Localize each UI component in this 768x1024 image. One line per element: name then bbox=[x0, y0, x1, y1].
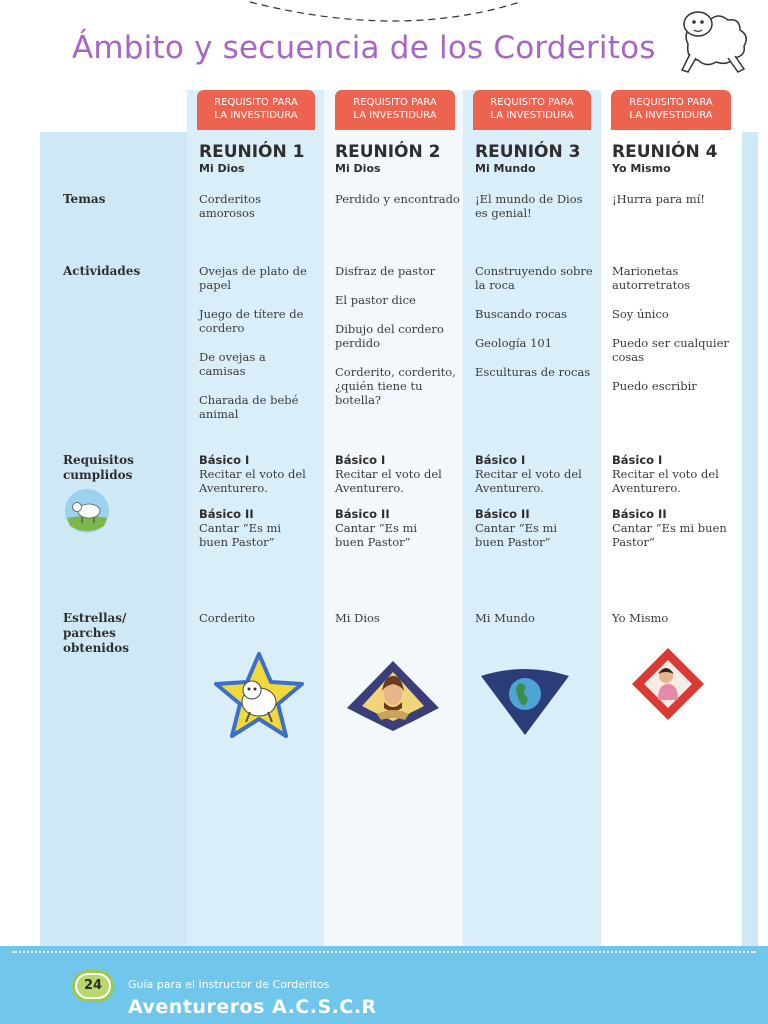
patch-name: Mi Dios bbox=[335, 611, 380, 625]
lamb-badge-icon bbox=[64, 488, 110, 534]
footer-brand: Aventureros A.C.S.C.R bbox=[128, 996, 377, 1018]
meeting-title: REUNIÓN 1 bbox=[199, 142, 305, 162]
tema-cell: ¡Hurra para mí! bbox=[612, 192, 705, 206]
meeting-subtitle: Yo Mismo bbox=[612, 162, 671, 175]
meeting-subtitle: Mi Dios bbox=[199, 162, 245, 175]
list-item: Charada de bebé animal bbox=[199, 393, 299, 421]
list-item: Puedo ser cualquier cosas bbox=[612, 336, 729, 364]
row-label-line: obtenidos bbox=[63, 641, 130, 655]
row-label-estrellas bbox=[63, 611, 183, 656]
requirement-title: Básico II bbox=[612, 507, 667, 521]
patch-name: Yo Mismo bbox=[612, 611, 669, 625]
list-item: Corderito, corderito, ¿quién tiene tu botella? bbox=[335, 365, 456, 407]
meeting-heading-3 bbox=[475, 142, 581, 175]
row-label-actividades: Actividades bbox=[63, 264, 141, 278]
meeting-title: REUNIÓN 4 bbox=[612, 142, 718, 162]
list-item: Marionetas autorretratos bbox=[612, 264, 691, 292]
list-item: Construyendo sobre la roca bbox=[475, 264, 593, 292]
requirement-text: Recitar el voto del Aventurero. bbox=[335, 467, 442, 495]
meeting-heading-2 bbox=[335, 142, 441, 175]
requirement-text: Cantar “Es mi buen Pastor” bbox=[199, 521, 282, 549]
meeting-heading-4 bbox=[612, 142, 718, 175]
list-item: Ovejas de plato de papel bbox=[199, 264, 307, 292]
row-label-line: parches bbox=[63, 626, 116, 640]
requirement-text: Recitar el voto del Aventurero. bbox=[612, 467, 719, 495]
jesus-patch-icon bbox=[344, 658, 442, 734]
requirement-text: Cantar “Es mi buen Pastor” bbox=[475, 521, 558, 549]
list-item: Geología 101 bbox=[475, 336, 553, 350]
row-label-temas: Temas bbox=[63, 192, 106, 206]
footer-dotted-line bbox=[12, 951, 756, 955]
row-label-requisitos bbox=[63, 453, 183, 483]
tag-line: REQUISITO PARA bbox=[214, 97, 298, 108]
tema-cell: Perdido y encontrado bbox=[335, 192, 460, 206]
row-label-line: Estrellas/ bbox=[63, 611, 127, 625]
requirements-cell bbox=[199, 453, 311, 561]
page-title: Ámbito y secuencia de los Corderitos bbox=[72, 30, 656, 66]
meeting-subtitle: Mi Dios bbox=[335, 162, 381, 175]
activities-cell bbox=[199, 264, 311, 436]
list-item: Juego de títere de cordero bbox=[199, 307, 304, 335]
requirement-text: Recitar el voto del Aventurero. bbox=[199, 467, 306, 495]
list-item: Dibujo del cordero perdido bbox=[335, 322, 444, 350]
meeting-heading-1 bbox=[199, 142, 305, 175]
investiture-tag bbox=[335, 90, 455, 130]
list-item: Disfraz de pastor bbox=[335, 264, 436, 278]
tag-line: REQUISITO PARA bbox=[490, 97, 574, 108]
list-item: Esculturas de rocas bbox=[475, 365, 591, 379]
tema-cell: Corderitos amorosos bbox=[199, 192, 262, 220]
list-item: El pastor dice bbox=[335, 293, 416, 307]
footer-guide-text: Guía para el instructor de Corderitos bbox=[128, 978, 330, 991]
requirement-title: Básico II bbox=[199, 507, 254, 521]
footer-bar bbox=[0, 946, 768, 1024]
row-label-line: Requisitos bbox=[63, 453, 134, 467]
page-number: 24 bbox=[77, 975, 109, 997]
requirement-text: Cantar “Es mi buen Pastor” bbox=[335, 521, 418, 549]
list-item: Puedo escribir bbox=[612, 379, 697, 393]
investiture-tag bbox=[611, 90, 731, 130]
requirement-title: Básico II bbox=[335, 507, 390, 521]
row-label-line: cumplidos bbox=[63, 468, 133, 482]
tag-line: LA INVESTIDURA bbox=[353, 110, 437, 121]
tag-line: REQUISITO PARA bbox=[629, 97, 713, 108]
tag-line: REQUISITO PARA bbox=[353, 97, 437, 108]
activities-cell bbox=[475, 264, 597, 394]
list-item: De ovejas a camisas bbox=[199, 350, 266, 378]
list-item: Soy único bbox=[612, 307, 669, 321]
tema-cell: ¡El mundo de Dios es genial! bbox=[475, 192, 583, 220]
investiture-tag bbox=[473, 90, 591, 130]
requirements-cell bbox=[335, 453, 447, 561]
requirements-cell bbox=[475, 453, 587, 561]
requirement-title: Básico I bbox=[475, 453, 526, 467]
requirement-text: Recitar el voto del Aventurero. bbox=[475, 467, 582, 495]
tag-line: LA INVESTIDURA bbox=[490, 110, 574, 121]
tag-line: LA INVESTIDURA bbox=[214, 110, 298, 121]
list-item: Buscando rocas bbox=[475, 307, 568, 321]
star-lamb-patch-icon bbox=[212, 650, 306, 744]
activities-cell bbox=[335, 264, 457, 422]
investiture-tag bbox=[197, 90, 315, 130]
meeting-subtitle: Mi Mundo bbox=[475, 162, 536, 175]
lamb-icon bbox=[668, 4, 764, 82]
patch-name: Corderito bbox=[199, 611, 256, 625]
activities-cell bbox=[612, 264, 732, 408]
requirements-cell bbox=[612, 453, 728, 561]
patch-name: Mi Mundo bbox=[475, 611, 535, 625]
requirement-title: Básico I bbox=[199, 453, 250, 467]
requirement-title: Básico II bbox=[475, 507, 530, 521]
tag-line: LA INVESTIDURA bbox=[629, 110, 713, 121]
requirement-text: Cantar “Es mi buen Pastor” bbox=[612, 521, 727, 549]
requirement-title: Básico I bbox=[335, 453, 386, 467]
meeting-title: REUNIÓN 3 bbox=[475, 142, 581, 162]
meeting-title: REUNIÓN 2 bbox=[335, 142, 441, 162]
child-patch-icon bbox=[630, 646, 706, 722]
world-patch-icon bbox=[478, 658, 572, 738]
requirement-title: Básico I bbox=[612, 453, 663, 467]
